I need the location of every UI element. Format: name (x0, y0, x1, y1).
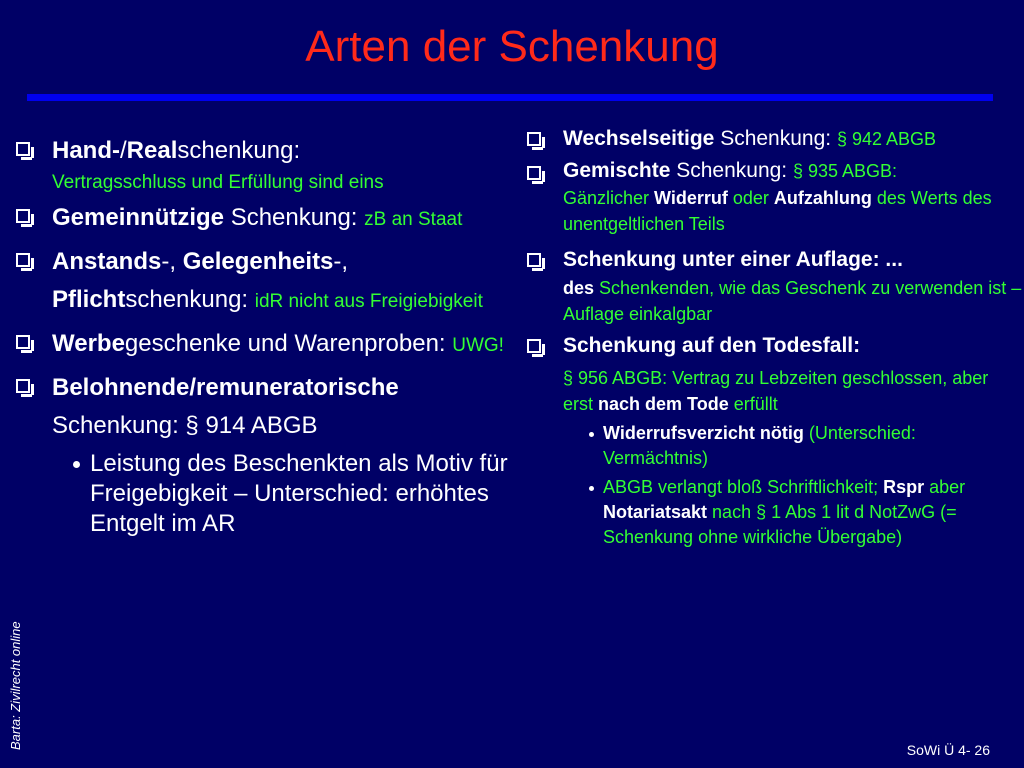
list-item-auflage: Schenkung unter einer Auflage: ... des Schenkenden, wie das Geschenk zu verwenden ist – Auflage einkalgbar (523, 245, 1023, 327)
checkbox-bullet-icon (527, 166, 541, 180)
dot-bullet-icon (589, 432, 594, 437)
sub-item-schriftlichkeit: ABGB verlangt bloß Schriftlichkeit; Rspr aber Notariatsakt nach § 1 Abs 1 lit d NotZwG (= Schenkung ohne wirkliche Übergabe) (523, 475, 1023, 550)
sub-item-widerrufsverzicht: Widerrufsverzicht nötig (Unterschied: Vermächtnis) (523, 421, 1023, 471)
title-divider (27, 94, 993, 101)
right-column (523, 124, 1023, 550)
left-column (14, 132, 514, 539)
list-item-todesfall: Schenkung auf den Todesfall: § 956 ABGB: Vertrag zu Lebzeiten geschlossen, aber erst nach dem Tode erfüllt (523, 331, 1023, 417)
checkbox-bullet-icon (527, 253, 541, 267)
checkbox-bullet-icon (16, 142, 30, 156)
item-note: Vertragsschluss und Erfüllung sind eins (52, 172, 384, 193)
side-label: Barta: Zivilrecht online (8, 621, 23, 750)
checkbox-bullet-icon (16, 209, 30, 223)
checkbox-bullet-icon (527, 339, 541, 353)
checkbox-bullet-icon (16, 379, 30, 393)
dot-bullet-icon (589, 486, 594, 491)
list-item-anstands: Anstands-, Gelegenheits-, Pflichtschenkung: idR nicht aus Freigiebigkeit (14, 243, 514, 321)
slide-footer: SoWi Ü 4- 26 (906, 742, 990, 758)
checkbox-bullet-icon (16, 335, 30, 349)
list-item-gemischt: Gemischte Schenkung: § 935 ABGB: Gänzlicher Widerruf oder Aufzahlung des Werts des unentgeltlichen Teils (523, 158, 1023, 237)
list-item-gemeinnuetzig: Gemeinnützige Schenkung: zB an Staat (14, 199, 514, 239)
list-item-werbegeschenke: Werbegeschenke und Warenproben: UWG! (14, 325, 514, 365)
sub-item-motiv: Leistung des Beschenkten als Motiv für Freigebigkeit – Unterschied: erhöhtes Entgelt im AR (14, 449, 514, 539)
list-item-belohnend: Belohnende/remuneratorische Schenkung: § 914 ABGB (14, 369, 514, 445)
dot-bullet-icon (73, 461, 80, 468)
list-item-handschenkung: Hand-/Realschenkung: Vertragsschluss und Erfüllung sind eins (14, 132, 514, 195)
slide-title: Arten der Schenkung (305, 22, 719, 71)
checkbox-bullet-icon (16, 253, 30, 267)
checkbox-bullet-icon (527, 132, 541, 146)
list-item-wechselseitig: Wechselseitige Schenkung: § 942 ABGB (523, 124, 1023, 154)
